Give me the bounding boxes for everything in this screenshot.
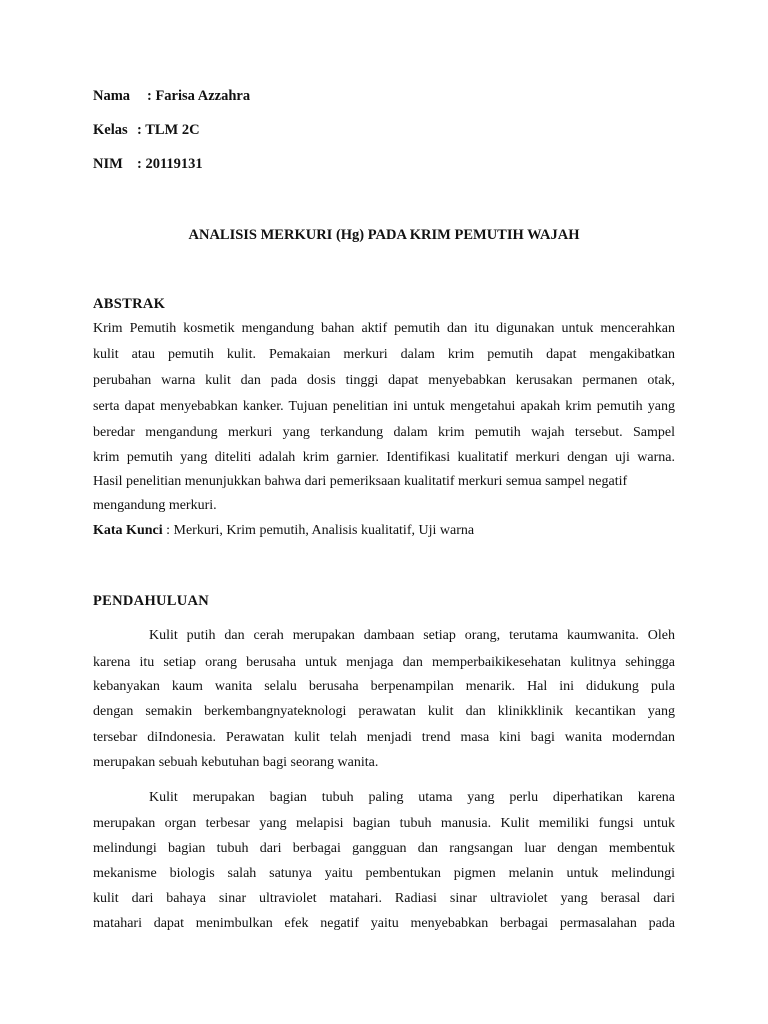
- document-title: ANALISIS MERKURI (Hg) PADA KRIM PEMUTIH WAJAH: [188, 227, 580, 243]
- nim-row: [93, 156, 203, 173]
- kelas-value: : TLM 2C: [137, 122, 200, 138]
- abstrak-line: Krim Pemutih kosmetik mengandung bahan aktif pemutih dan itu digunakan untuk mencerahkan: [93, 321, 675, 336]
- kelas-label: Kelas: [93, 122, 128, 138]
- nama-row: [93, 88, 250, 105]
- abstrak-line: serta dapat menyebabkan kanker. Tujuan penelitian ini untuk mengetahui apakah krim pemutih yang: [93, 399, 675, 414]
- paragraph-line: merupakan organ terbesar yang melapisi bagian tubuh manusia. Kulit memiliki fungsi untuk: [93, 816, 675, 831]
- pendahuluan-heading: PENDAHULUAN: [93, 593, 210, 609]
- nim-value: : 20119131: [137, 156, 203, 172]
- paragraph-line: mekanisme biologis salah satunya yaitu pembentukan pigmen melanin untuk melindungi: [93, 866, 675, 881]
- abstrak-line: Hasil penelitian menunjukkan bahwa dari pemeriksaan kualitatif merkuri semua sampel negatif: [93, 474, 628, 489]
- paragraph-line: merupakan sebuah kebutuhan bagi seorang wanita.: [93, 755, 379, 770]
- paragraph-line: dengan semakin berkembangnyateknologi perawatan kulit dan klinikklinik kecantikan yang: [93, 704, 675, 719]
- abstrak-line: beredar mengandung merkuri yang terkandung dalam krim pemutih wajah tersebut. Sampel: [93, 425, 675, 440]
- keywords-label: Kata Kunci: [93, 523, 163, 538]
- nama-value: : Farisa Azzahra: [147, 88, 251, 104]
- keywords-line: [93, 523, 675, 539]
- abstrak-heading: ABSTRAK: [93, 296, 166, 312]
- paragraph-line: Kulit merupakan bagian tubuh paling utama yang perlu diperhatikan karena: [149, 790, 675, 805]
- nama-label: Nama: [93, 88, 131, 104]
- paragraph-line: kulit dari bahaya sinar ultraviolet matahari. Radiasi sinar ultraviolet yang berasal dari: [93, 891, 675, 906]
- paragraph-line: tersebar diIndonesia. Perawatan kulit telah menjadi trend masa kini bagi wanita moderndan: [93, 730, 675, 745]
- keywords-text: : Merkuri, Krim pemutih, Analisis kualitatif, Uji warna: [162, 523, 475, 538]
- nim-label: NIM: [93, 156, 123, 172]
- paragraph-line: melindungi bagian tubuh dari berbagai gangguan dan rangsangan luar dengan membentuk: [93, 841, 675, 856]
- abstrak-line: krim pemutih yang diteliti adalah krim garnier. Identifikasi kualitatif merkuri dengan uji warna.: [93, 450, 675, 465]
- abstrak-line: kulit atau pemutih kulit. Pemakaian merkuri dalam krim pemutih dapat mengakibatkan: [93, 347, 675, 362]
- paragraph-line: karena itu setiap orang berusaha untuk menjaga dan memperbaikikesehatan kulitnya sehingga: [93, 655, 675, 670]
- paragraph-line: kebanyakan kaum wanita selalu berusaha berpenampilan menarik. Hal ini didukung pula: [93, 679, 675, 694]
- paragraph-line: matahari dapat menimbulkan efek negatif yaitu menyebabkan berbagai permasalahan pada: [93, 916, 675, 931]
- paragraph-line: Kulit putih dan cerah merupakan dambaan setiap orang, terutama kaumwanita. Oleh: [149, 628, 675, 643]
- kelas-row: [93, 122, 200, 139]
- abstrak-line: mengandung merkuri.: [93, 498, 217, 513]
- abstrak-line: perubahan warna kulit dan pada dosis tinggi dapat menyebabkan kerusakan permanen otak,: [93, 373, 675, 388]
